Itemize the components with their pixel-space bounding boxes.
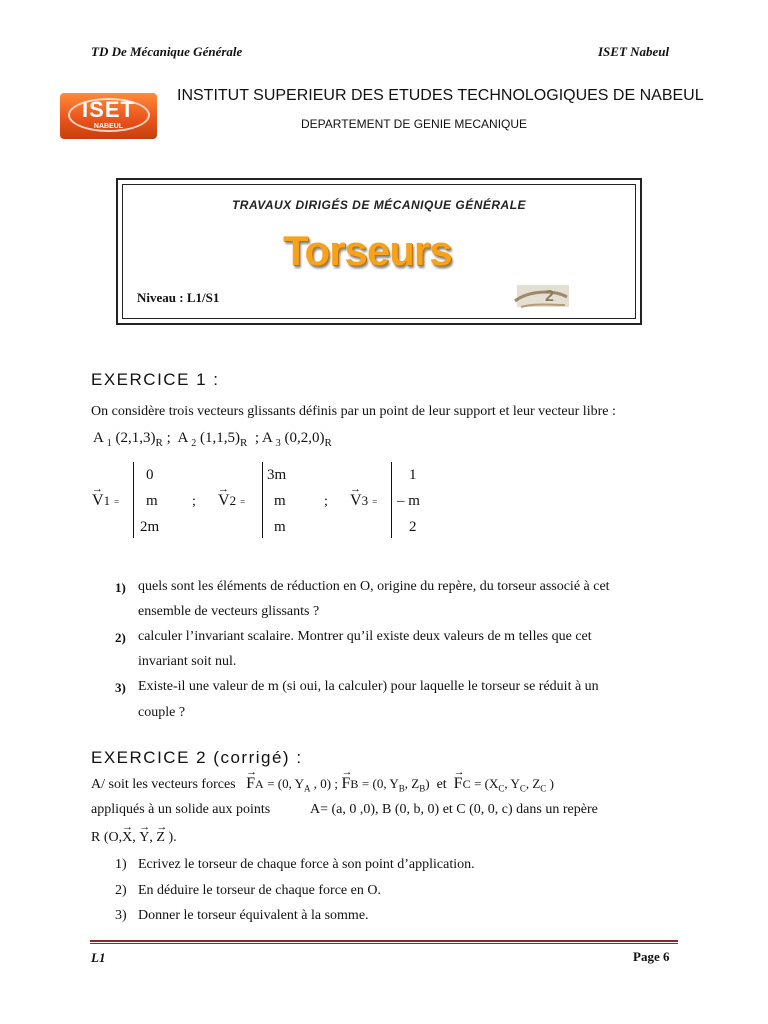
v3-x: 1 (409, 467, 417, 483)
exercise-2-title: EXERCICE 2 (corrigé) : (91, 748, 303, 767)
vector-v3-bar (391, 462, 392, 538)
ex2-item-1: Ecrivez le torseur de chaque force à son point d’application. (138, 857, 475, 872)
ex2-item-3-number: 3) (115, 908, 127, 923)
question-3-line-1: Existe-il une valeur de m (si oui, la calculer) pour laquelle le torseur se réduit à un (138, 679, 599, 694)
forces-line: A/ soit les vecteurs forces → FA = (0, $Y_A$ , 0) ; → FB = (0, $Y_B$, $Z_B$) et → FC = ($X_C$, $Y_C$, $Z_C$ ) (91, 775, 554, 794)
ex2-item-2-number: 2) (115, 883, 127, 898)
topic-title: Torseurs (283, 227, 452, 274)
v1-z: 2m (140, 519, 160, 535)
ex2-item-2: En déduire le torseur de chaque force en O. (138, 883, 381, 898)
question-1-number: 1) (115, 580, 126, 595)
v1-y: m (146, 493, 158, 509)
vector-v2-label: → V2 = (218, 492, 245, 510)
v3-z: 2 (409, 519, 417, 535)
footer-left: L1 (91, 950, 106, 965)
logo-subtext: NABEUL (93, 123, 124, 130)
ex2-item-3: Donner le torseur équivalent à la somme. (138, 908, 369, 923)
institution-name: INSTITUT SUPERIEUR DES ETUDES TECHNOLOGIQUES DE NABEUL (177, 87, 704, 104)
question-1-line-2: ensemble de vecteurs glissants ? (138, 604, 320, 619)
running-header-left: TD De Mécanique Générale (91, 44, 243, 59)
separator: ; (324, 494, 328, 509)
points-coordinates-text: A= (a, 0 ,0), B (0, b, 0) et C (0, 0, c) dans un repère (310, 802, 598, 817)
iset-logo (60, 93, 157, 139)
separator: ; (192, 494, 196, 509)
svg-text:2: 2 (545, 288, 554, 305)
v2-x: 3m (267, 467, 287, 483)
question-3-number: 3) (115, 680, 126, 695)
exercise-1-intro: On considère trois vecteurs glissants définis par un point de leur support et leur vecteur libre : (91, 404, 616, 419)
points-application-text: appliqués à un solide aux points (91, 802, 271, 817)
exercise-1-title: EXERCICE 1 : (91, 370, 220, 389)
logo-text: ISET (82, 97, 135, 122)
question-3-line-2: couple ? (138, 705, 186, 720)
decorative-emblem-icon (513, 283, 571, 311)
frame-definition: R (O,→ X, → Y, → Z ). (91, 830, 177, 846)
td-title: TRAVAUX DIRIGÉS DE MÉCANIQUE GÉNÉRALE (231, 198, 527, 212)
level-label: Niveau : L1/S1 (137, 290, 220, 305)
ex2-item-1-number: 1) (115, 857, 127, 872)
question-2-line-2: invariant soit nul. (138, 654, 237, 669)
v2-y: m (274, 493, 286, 509)
vector-v1-label: → V1 = (92, 492, 119, 510)
page-number: Page 6 (633, 949, 670, 964)
running-header-right: ISET Nabeul (598, 44, 670, 59)
vector-v1-bar (133, 462, 134, 538)
v1-x: 0 (146, 467, 154, 483)
question-1-line-1: quels sont les éléments de réduction en O, origine du repère, du torseur associé à cet (138, 579, 610, 594)
footer-rule (90, 940, 678, 942)
department-name: DEPARTEMENT DE GENIE MECANIQUE (301, 117, 528, 131)
v2-z: m (274, 519, 286, 535)
title-box (116, 178, 642, 325)
vector-v3-label: → V3 = (350, 492, 377, 510)
question-2-line-1: calculer l’invariant scalaire. Montrer qu’il existe deux valeurs de m telles que cet (138, 629, 592, 644)
vector-v2-bar (262, 462, 263, 538)
footer-rule-thin (90, 943, 678, 944)
v3-y: – m (397, 493, 420, 509)
question-2-number: 2) (115, 630, 126, 645)
points-line: A $_1$ $(2,1,3)_R$ ; A $_2$ $(1,1,5)_R$ ; A $_3$ $(0,2,0)_R$ (93, 430, 332, 449)
